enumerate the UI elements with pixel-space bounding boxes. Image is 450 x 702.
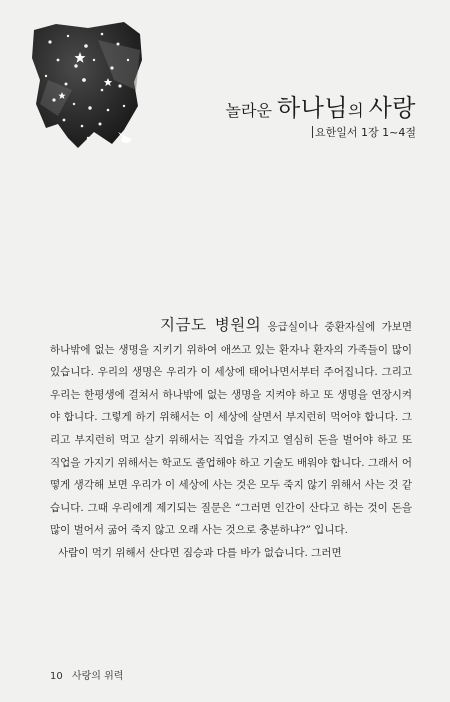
starry-night-image [28,20,146,152]
body-paragraph-2: 사람이 먹기 위해서 산다면 짐승과 다를 바가 없습니다. 그러면 [58,546,342,559]
starry-night-illustration [28,20,146,152]
scripture-reference-text: 요한일서 1장 1~4절 [315,126,416,139]
page-number: 10 [50,671,63,682]
scripture-reference [312,124,416,140]
running-title: 사랑의 위력 [71,671,124,682]
page-footer [50,667,123,682]
title-end: 사랑 [368,94,416,122]
dove-icon [118,132,131,143]
title-prefix: 놀라운 [225,101,278,120]
title-particle: 의 [348,101,369,120]
paragraph-1-text: 응급실이나 중환자실에 가보면 하나밖에 없는 생명을 지키기 위하여 애쓰고 있는 환자나 환자의 가족들이 많이 있습니다. 우리의 생명은 우리가 이 세상에 태어나면서부터 주어집니다. 그리고 우리는 한평생에 걸쳐서 하나밖에 없는 생명을 지켜야 하고 또 생명을 연장시켜야 합니다. 그렇게 하기 위해서는 이 세상에 살면서 부지런히 먹어야 합니다. 그리고 부지런히 먹고 살기 위해서는 직업을 가지고 열심히 돈을 벌어야 하고 또 직업을 가지기 위해서는 학교도 졸업해야 하고 기술도 배워야 합니다. 그래서 어떻게 생각해 보면 우리가 이 세상에 사는 것은 모두 죽지 않기 위해서 사는 것 같습니다. 그때 우리에게 제기되는 질문은 “그러면 인간이 산다고 하는 것이 돈을 많이 벌어서 굶어 죽지 않고 오래 사는 것으로 충분하냐?” 입니다. [50,321,413,537]
title-main: 하나님 [277,94,349,122]
reference-divider [312,126,313,138]
lead-phrase: 지금도 병원의 [160,316,262,334]
body-paragraph-1 [50,314,412,542]
chapter-body [50,314,412,565]
chapter-title [226,88,416,123]
